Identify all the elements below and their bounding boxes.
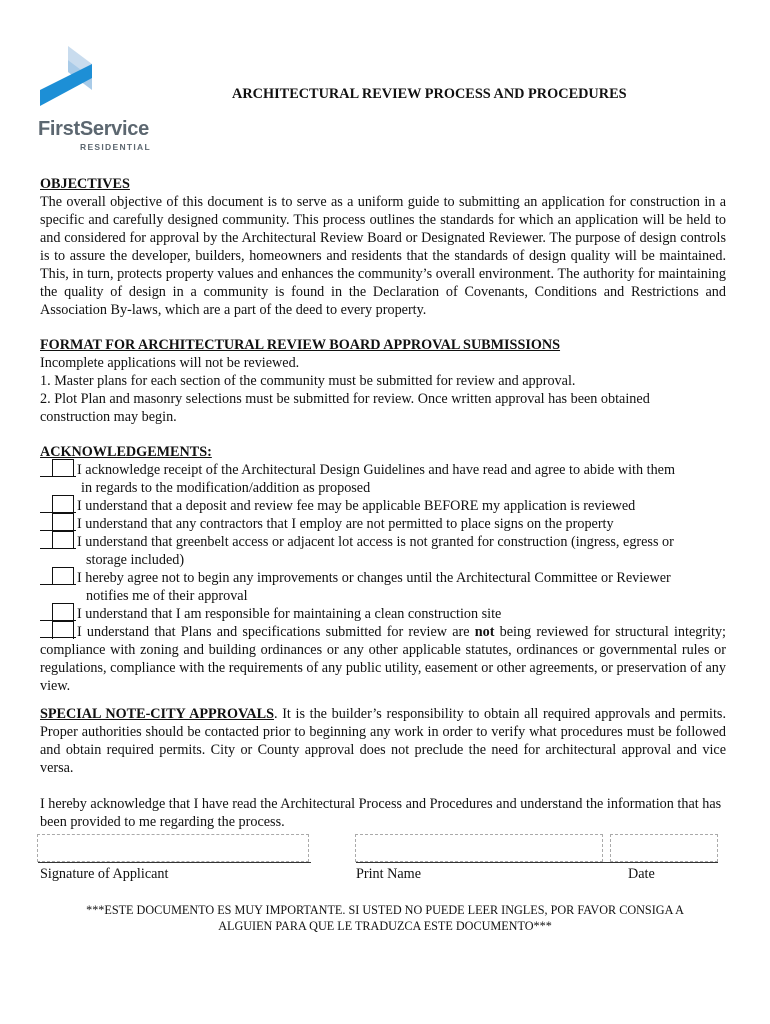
applicant-signature-field[interactable] xyxy=(37,834,309,862)
checkbox[interactable] xyxy=(52,621,74,639)
format-line: 2. Plot Plan and masonry selections must be submitted for review. Once written approval has been obtained xyxy=(40,391,650,407)
logo-brand: FirstService xyxy=(38,118,149,140)
acknowledgements-heading: ACKNOWLEDGEMENTS: xyxy=(40,444,212,460)
page-title: ARCHITECTURAL REVIEW PROCESS AND PROCEDURES xyxy=(232,86,627,102)
ack-item: I acknowledge receipt of the Architectural Design Guidelines and have read and agree to abide with them xyxy=(40,461,726,479)
emphasis-not: not xyxy=(474,624,495,640)
format-section xyxy=(40,336,726,426)
ack-item: I hereby agree not to begin any improvements or changes until the Architectural Committee or Reviewer xyxy=(40,569,726,587)
logo-mark-icon xyxy=(38,44,98,116)
objectives-section xyxy=(40,175,726,319)
ack-item-continued: in regards to the modification/addition as proposed xyxy=(81,480,371,496)
print-name-line xyxy=(356,862,718,863)
firstservice-logo xyxy=(38,44,158,156)
special-note-section xyxy=(40,705,726,777)
print-name-field[interactable] xyxy=(355,834,603,862)
objectives-body: The overall objective of this document is to serve as a uniform guide to submitting an application for construction in a specific and carefully designed community. This process outlines the standards for which an application will be held to and considered for approval by the Architectural Review Board or Designated Reviewer. The purpose of design controls is to assure the developer, builders, homeowners and residents that the standards of design quality will be maintained. This, in turn, protects property values and enhances the community’s overall environment. The authority for maintaining the quality of design in a community is found in the Declaration of Covenants, Conditions and Restrictions and Association By-laws, which are a part of the deed to every property. xyxy=(40,194,726,318)
date-field[interactable] xyxy=(610,834,718,862)
logo-subtitle: RESIDENTIAL xyxy=(80,142,151,152)
objectives-heading: OBJECTIVES xyxy=(40,176,130,192)
format-line: construction may begin. xyxy=(40,409,177,425)
special-note-body: . It is the builder’s responsibility to obtain all required approvals and permits. Proper authorities should be contacted prior to beginning any work in order to verify what procedures must be followed and obtain required permits. City or County approval does not preclude the need for architectural approval and vice versa. xyxy=(40,706,726,776)
checkbox[interactable] xyxy=(52,459,74,477)
ack-item: I understand that greenbelt access or adjacent lot access is not granted for construction (ingress, egress or xyxy=(40,533,726,551)
checkbox[interactable] xyxy=(52,603,74,621)
ack-item-continued: notifies me of their approval xyxy=(86,588,248,604)
ack-item: I understand that any contractors that I employ are not permitted to place signs on the property xyxy=(40,515,726,533)
signature-line xyxy=(38,862,311,863)
ack-item: I understand that a deposit and review fee may be applicable BEFORE my application is reviewed xyxy=(40,497,726,515)
checkbox[interactable] xyxy=(52,495,74,513)
format-line: Incomplete applications will not be reviewed. xyxy=(40,355,300,371)
spanish-notice-line: ALGUIEN PARA QUE LE TRADUZCA ESTE DOCUMENTO*** xyxy=(218,919,552,933)
spanish-notice xyxy=(0,902,770,934)
acknowledge-statement: I hereby acknowledge that I have read the Architectural Process and Procedures and understand the information that has been provided to me regarding the process. xyxy=(40,796,722,830)
checkbox[interactable] xyxy=(52,531,74,549)
ack-item-continued: storage included) xyxy=(86,552,185,568)
ack-item: I understand that Plans and specifications submitted for review are not being reviewed for structural integrity; compliance with zoning and building ordinances or any other applicable statutes, ordinances or governmental rules or regulations, compliance with the requirements of any public utility, easement or other agreements, or preservation of any view. xyxy=(40,623,726,695)
print-name-label: Print Name xyxy=(356,866,422,882)
date-label: Date xyxy=(628,866,655,882)
checkbox[interactable] xyxy=(52,513,74,531)
special-note-heading: SPECIAL NOTE-CITY APPROVALS xyxy=(40,706,274,722)
spanish-notice-line: ***ESTE DOCUMENTO ES MUY IMPORTANTE. SI USTED NO PUEDE LEER INGLES, POR FAVOR CONSIGA A xyxy=(86,903,684,917)
acknowledgements-section xyxy=(40,443,726,695)
format-heading: FORMAT FOR ARCHITECTURAL REVIEW BOARD APPROVAL SUBMISSIONS xyxy=(40,337,561,353)
applicant-signature-label: Signature of Applicant xyxy=(40,866,169,882)
ack-item: I understand that I am responsible for maintaining a clean construction site xyxy=(40,605,726,623)
format-line: 1. Master plans for each section of the community must be submitted for review and approval. xyxy=(40,373,576,389)
checkbox[interactable] xyxy=(52,567,74,585)
